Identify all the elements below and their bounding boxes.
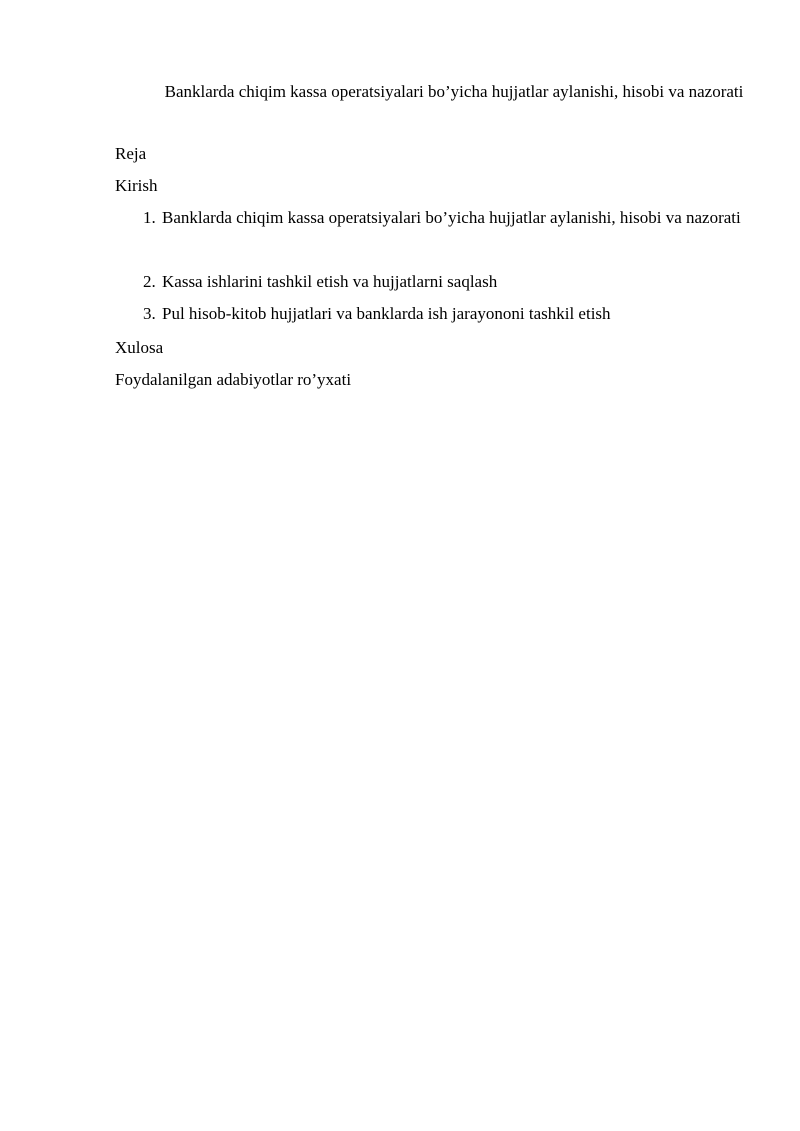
- plan-item-text: Pul hisob-kitob hujjatlari va banklarda ish jarayononi tashkil etish: [162, 304, 611, 323]
- document-title: Banklarda chiqim kassa operatsiyalari bo’yicha hujjatlar aylanishi, hisobi va nazorati: [164, 82, 744, 101]
- kirish-heading: Kirish: [115, 176, 158, 195]
- plan-item-2: [143, 266, 753, 298]
- plan-item-text: Kassa ishlarini tashkil etish va hujjatlarni saqlash: [162, 272, 498, 291]
- xulosa-heading: Xulosa: [115, 338, 164, 357]
- plan-item-number: 2.: [143, 272, 156, 291]
- plan-item-number: 3.: [143, 304, 156, 323]
- plan-item-number: 1.: [143, 208, 156, 227]
- plan-item-3: [143, 298, 753, 330]
- plan-item-text: Banklarda chiqim kassa operatsiyalari bo’yicha hujjatlar aylanishi, hisobi va nazorati: [162, 208, 741, 227]
- references-heading: Foydalanilgan adabiyotlar ro’yxati: [115, 370, 352, 389]
- plan-item-1: [143, 202, 753, 234]
- reja-heading: Reja: [115, 144, 147, 163]
